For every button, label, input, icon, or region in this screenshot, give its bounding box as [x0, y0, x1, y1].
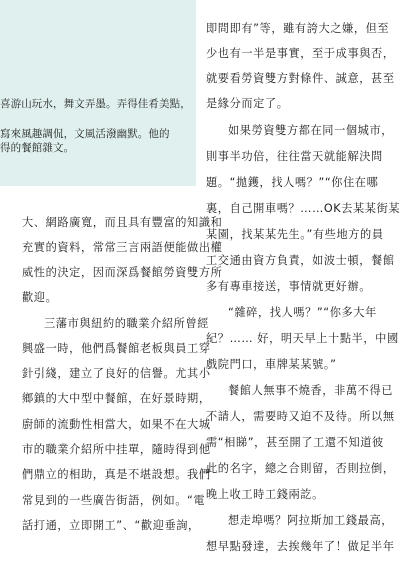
text-line: 是緣分而定了。 [206, 97, 289, 110]
sidebar-info-box [0, 0, 196, 186]
text-line: 如果勞資雙方都在同一個城市， [228, 124, 394, 137]
text-line: 市的職業介紹所中挂單，隨時得到他 [22, 443, 211, 456]
text-line: 某園，找某某先生。”有些地方的員 [206, 228, 384, 241]
sidebar-line: 寫來風趣調侃，文風活潑幽默。他的 [0, 128, 170, 140]
text-line: 話打通，立即開工”、“歡迎垂詢， [22, 519, 200, 532]
text-line: 餐館人無事不燒香，非萬不得已 [228, 384, 394, 397]
text-line: 們鼎立的相助，真是不堪設想。我們 [22, 468, 211, 481]
text-line: 想走埠嗎？阿拉斯加工錢最高， [228, 514, 394, 527]
text-line: 少也有一半是事實，至于成事與否， [206, 47, 395, 60]
text-line: 多有專車接送，事情就更好辦。 [206, 280, 372, 293]
text-line: 則事半功倍，往往當天就能解決問 [206, 150, 383, 163]
text-line: 晚上收工時工錢兩訖。 [206, 488, 324, 501]
text-line: 需“相睇”，甚至開了工還不知道彼 [206, 436, 384, 449]
text-line: 威性的決定，因而深爲餐館勞資雙方所 [22, 266, 223, 279]
text-line: 廚師的流動性相當大，如果不在大城 [22, 418, 211, 431]
text-line: 戲院門口，車牌某某號。” [206, 358, 337, 371]
text-line: 即問即有”等，雖有誇大之嫌，但至 [206, 22, 390, 35]
text-line: 不請人，需要時又迫不及待。所以無 [206, 410, 395, 423]
sidebar-line: 喜游山玩水，舞文弄墨。弄得佳肴美點， [0, 98, 191, 110]
text-line: 想早點發達，去挨幾年了！做足半年 [206, 540, 395, 553]
text-line: 興盛一時，他們爲餐館老板與員工穿 [22, 342, 211, 355]
text-line: 常見到的一些廣告街語，例如。“電 [22, 494, 206, 507]
text-line: 工交通由資方負責，如波士頓，餐館 [206, 254, 395, 267]
text-line: 三藩市與紐約的職業介紹所曾經 [44, 317, 210, 330]
text-line: 大、網路廣寬，而且具有豐富的知識和 [22, 216, 223, 229]
sidebar-line: 得的餐館雜文。 [0, 142, 75, 154]
text-line: 歡迎。 [22, 291, 58, 304]
text-line: 紀？…… 好，明天早上十點半，中國 [206, 332, 399, 345]
text-line: 裏，自己開車嗎？……OK去某某街某 [206, 202, 400, 215]
text-line: “雜碎，找人嗎？”“你多大年 [228, 306, 377, 319]
text-line: 此的名字，總之合則留，否則拉倒， [206, 462, 395, 475]
text-line: 就要看勞資雙方對條件、誠意，甚至 [206, 72, 395, 85]
text-line: 充實的資料，常常三言兩語便能做出權 [22, 241, 223, 254]
text-line: 鄉鎮的大中型中餐館，在好景時期， [22, 392, 211, 405]
text-line: 針引綫，建立了良好的信譽。尤其小 [22, 367, 211, 380]
text-line: 題。“拋鑊，找人嗎？”“你住在哪 [206, 176, 379, 189]
